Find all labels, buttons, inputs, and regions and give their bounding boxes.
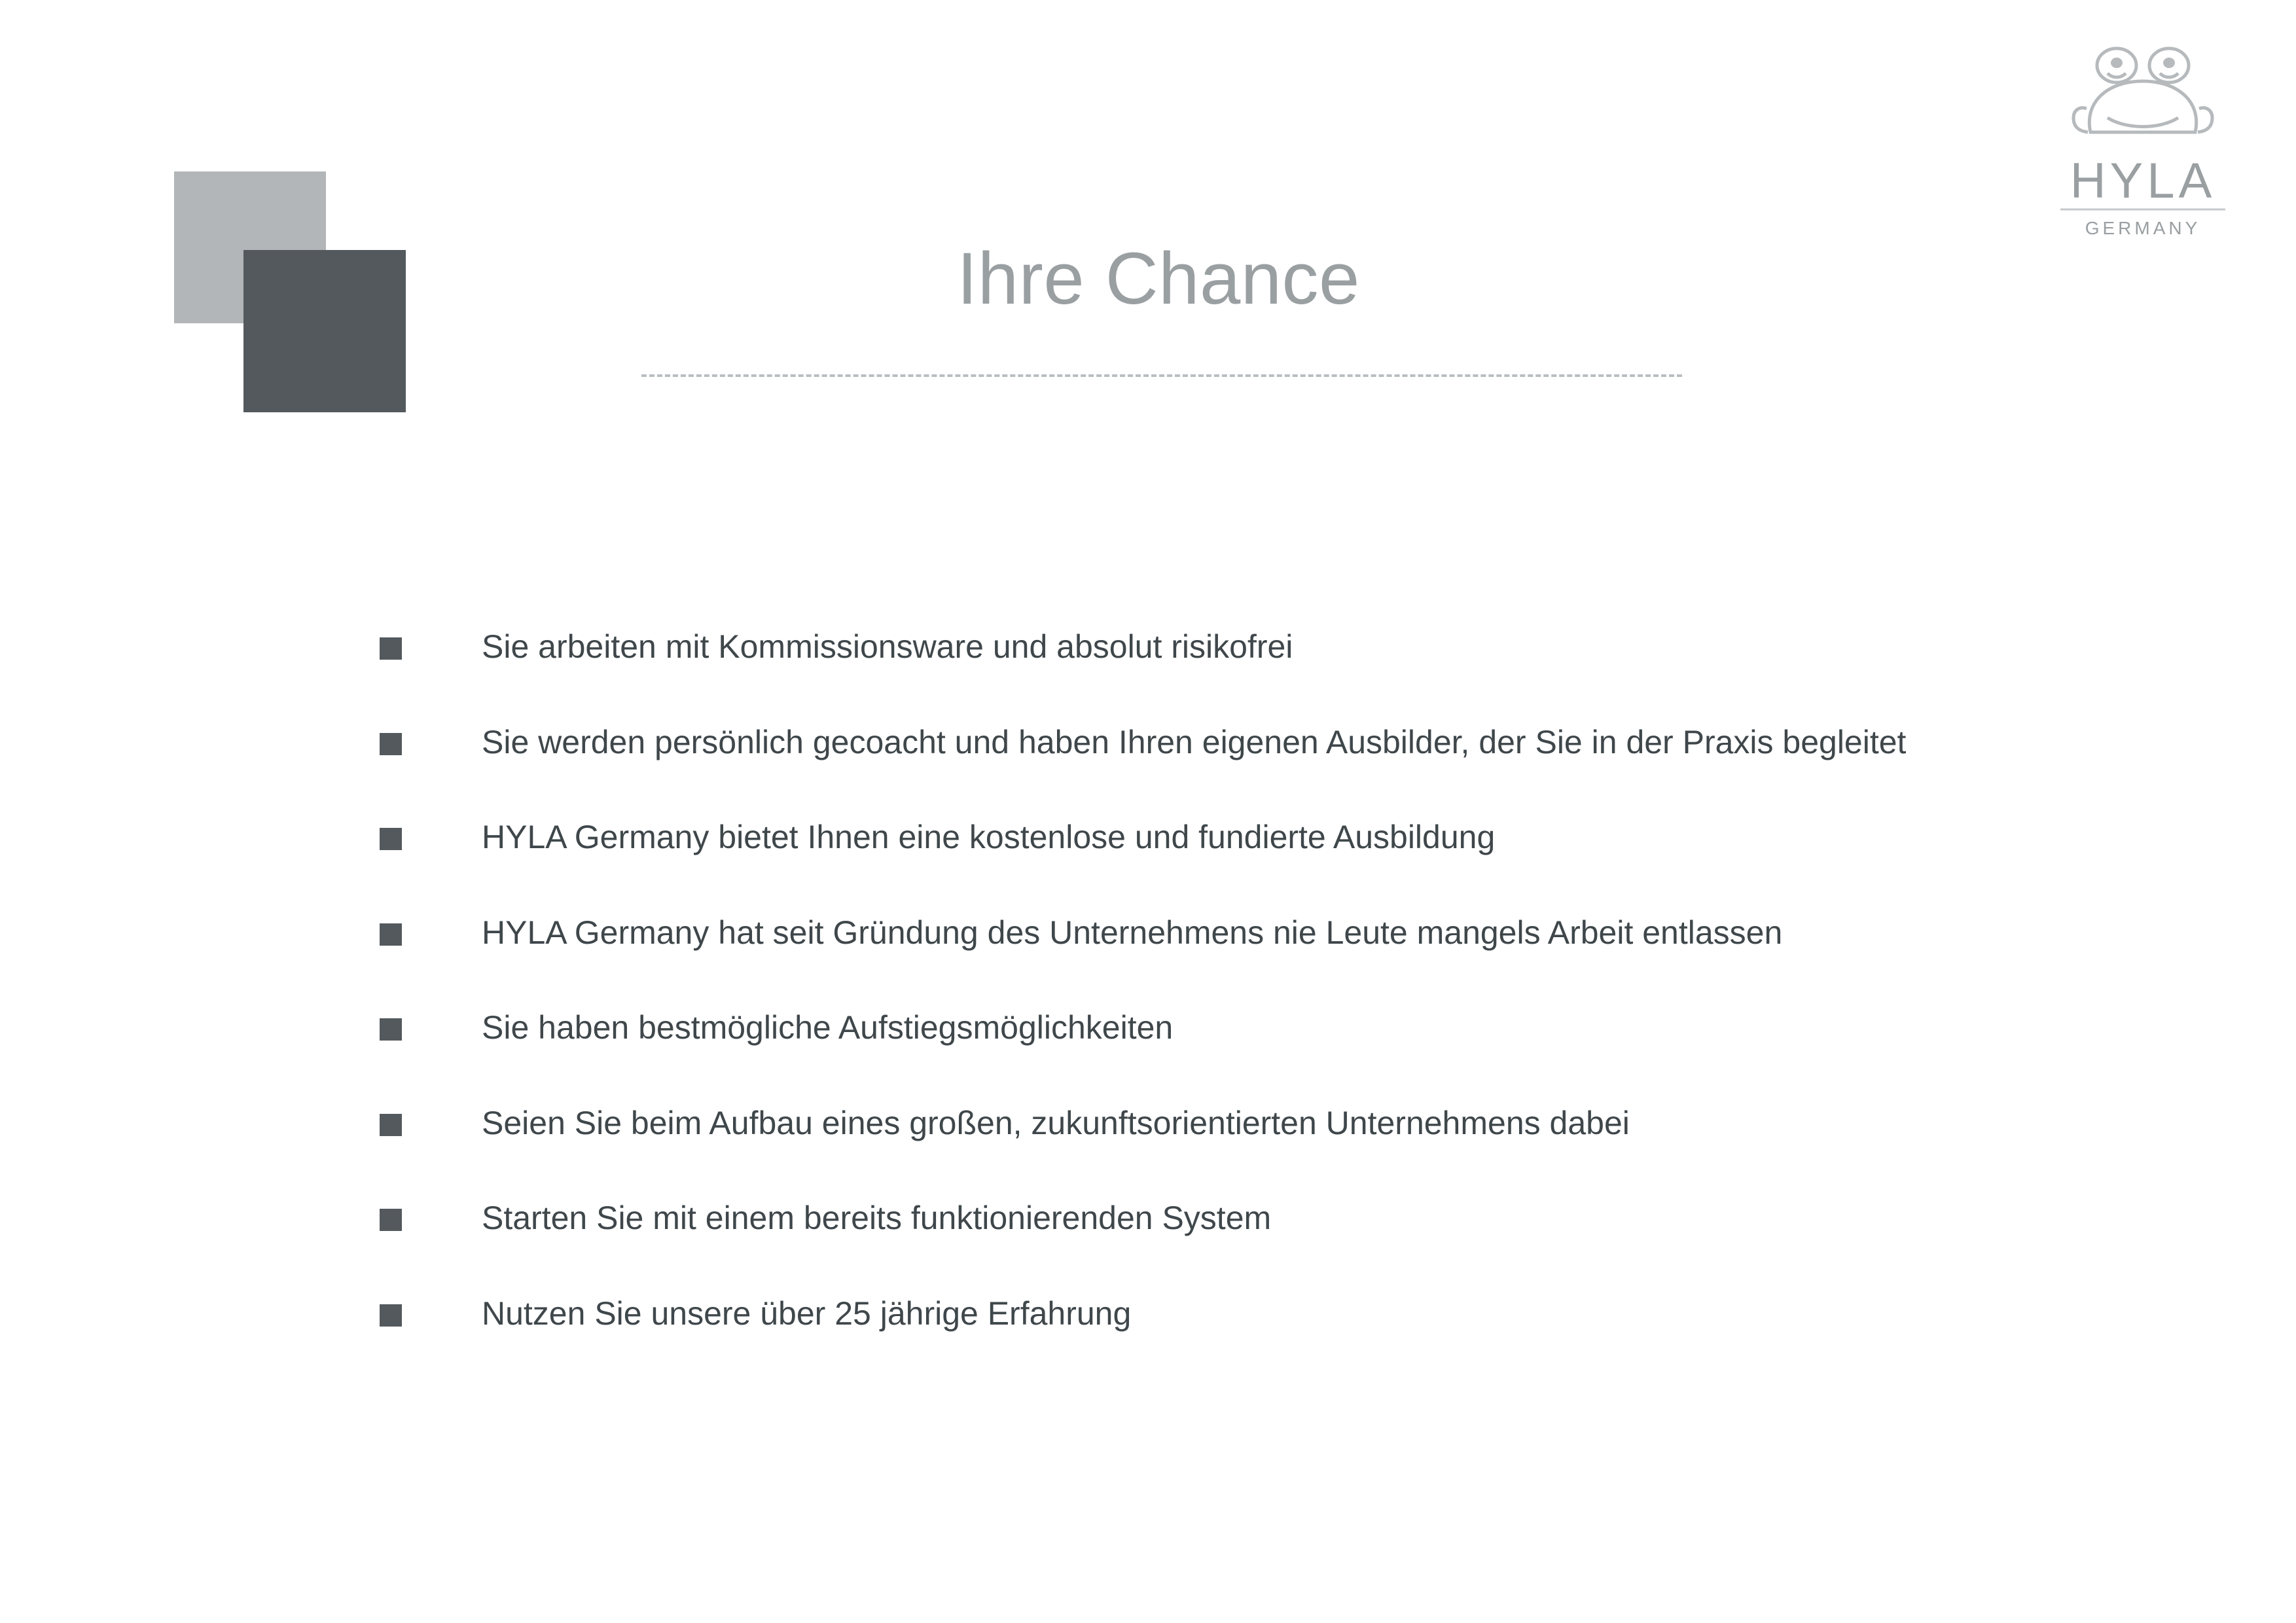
bullet-square-icon [380,1304,402,1327]
bullet-list [380,628,2081,1332]
list-item [380,819,2081,857]
bullet-square-icon [380,733,402,755]
list-item [380,1200,2081,1238]
bullet-square-icon [380,1114,402,1136]
list-item [380,914,2081,952]
list-item-label: Sie werden persönlich gecoacht und haben Ihren eigenen Ausbilder, der Sie in der Praxis begleitet [482,723,1907,760]
list-item-label: Nutzen Sie unsere über 25 jährige Erfahrung [482,1294,1132,1332]
list-item-label: Starten Sie mit einem bereits funktionierenden System [482,1200,1272,1236]
bullet-square-icon [380,1209,402,1231]
bullet-square-icon [380,1018,402,1041]
list-item-label: HYLA Germany bietet Ihnen eine kostenlose und fundierte Ausbildung [482,819,1496,855]
hyla-logo [2045,34,2241,296]
decorative-square-dark [243,250,406,412]
list-item [380,1295,2081,1333]
list-item [380,628,2081,666]
list-item-label: Sie arbeiten mit Kommissionsware und absolut risikofrei [482,628,1293,665]
list-item-label: Sie haben bestmögliche Aufstiegsmöglichkeiten [482,1009,1174,1046]
bullet-square-icon [380,637,402,660]
page-title: Ihre Chance [957,238,1360,319]
bullet-square-icon [380,828,402,850]
svg-text:GERMANY: GERMANY [2085,218,2201,238]
list-item [380,1105,2081,1143]
title-divider [641,374,1682,377]
bullet-square-icon [380,923,402,946]
list-item-label: Seien Sie beim Aufbau eines großen, zukunftsorientierten Unternehmens dabei [482,1104,1630,1141]
list-item [380,1009,2081,1047]
svg-text:HYLA: HYLA [2070,153,2216,209]
list-item [380,724,2081,762]
list-item-label: HYLA Germany hat seit Gründung des Unternehmens nie Leute mangels Arbeit entlassen [482,914,1783,951]
